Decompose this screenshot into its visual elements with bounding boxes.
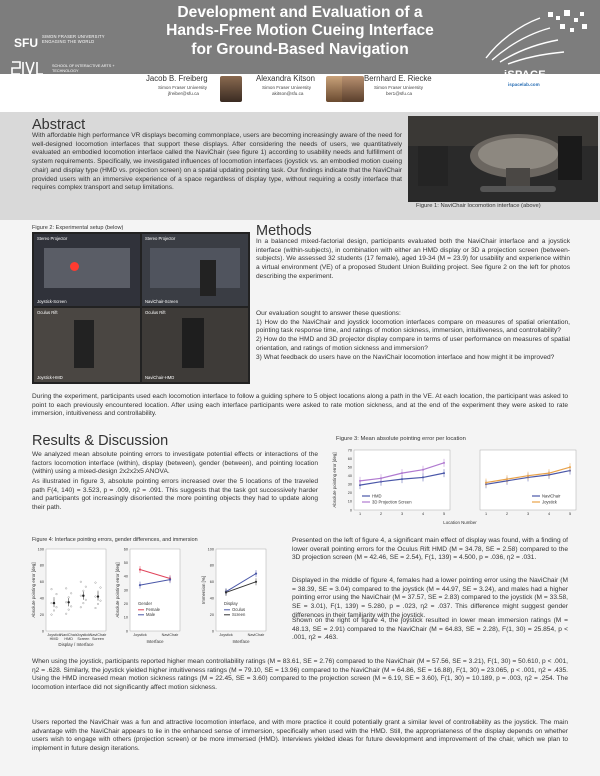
panel-navichair-hmd <box>142 308 248 382</box>
author-name: Bernhard E. Riecke <box>364 74 432 83</box>
figure-4-caption: Figure 4: Interface pointing errors, gender differences, and immersion <box>32 537 198 543</box>
x-tick-label: 5 <box>442 512 446 516</box>
y-tick-label: 40 <box>123 574 128 579</box>
data-point <box>359 480 361 482</box>
author-email: jfreiber@sfu.ca <box>168 91 199 97</box>
y-tick-label: 20 <box>123 601 128 606</box>
data-point <box>401 472 403 474</box>
mean-point <box>67 601 69 603</box>
plot-area <box>216 549 266 631</box>
y-tick-label: 30 <box>123 588 128 593</box>
title-line-3: for Ground-Based Navigation <box>191 40 409 58</box>
participant-shape <box>74 320 94 368</box>
y-tick-label: 80 <box>39 563 44 568</box>
x-tick-label: Joystick <box>76 633 91 637</box>
y-tick-label: 20 <box>209 612 214 617</box>
data-point <box>548 472 550 474</box>
x-tick-label: 1 <box>358 512 362 516</box>
navichair-illustration <box>408 116 598 202</box>
data-point <box>255 581 257 583</box>
methods-paragraph-1: In a balanced mixed-factorial design, participants evaluated both the NaviChair interface and a joystick interface (within-subjects), in combination with either an HMD display or 3D a projection screen (between-subjects). We assessed 32 students (17 female), aged 19-34 (M = 23.9) for usability and experience within a virtual environment (VE) of a proposed Student Union Building project. See figure 2 on the left for photos describing the experiment. <box>256 238 570 280</box>
mean-point <box>82 595 84 597</box>
y-tick-label: 100 <box>37 547 44 552</box>
x-axis-label: Interface <box>232 639 250 644</box>
title-line-1: Development and Evaluation of a <box>177 4 423 21</box>
x-tick-label: Screen <box>91 637 105 641</box>
x-tick-label: 5 <box>568 512 572 516</box>
y-tick-label: 10 <box>123 615 128 620</box>
results-paragraph-5: Shown on the right of figure 4, the joystick resulted in lower mean immersion ratings (M = 48.13, SE = 2.91) compared to the NaviChair (M = 64.83, SE = 2.28), F(1, 30) = 25.854, p < .001, η2 = .463. <box>292 617 568 642</box>
author-email: akitson@sfu.ca <box>272 91 304 97</box>
panel-joystick-hmd <box>34 308 140 382</box>
sivlab-logo-icon <box>10 58 50 80</box>
y-axis-label: Absolute pointing error [deg] <box>332 452 337 508</box>
questions-intro: Our evaluation sought to answer these questions: <box>256 310 401 317</box>
x-tick-label: 3 <box>400 512 404 516</box>
x-tick-label: Joystick <box>47 633 61 637</box>
x-axis-label: Display / Interface <box>58 642 94 647</box>
results-paragraph-3: Presented on the left of figure 4, a significant main effect of display was found, with a finding of lower overall pointing errors for the Oculus Rift HMD (M = 34.78, SE = 2.58) compared to the 3D projection screen (M = 42.46, SE = 2.54), F(1, 139) = 4.500, p = .036, η2 = .031. <box>292 537 568 562</box>
y-tick-label: 0 <box>349 508 352 513</box>
y-tick-label: 50 <box>347 465 352 470</box>
projection-screen-shape <box>150 248 240 288</box>
x-tick-label: NaviChair <box>60 633 78 637</box>
y-tick-label: 40 <box>209 596 214 601</box>
guiding-sphere-icon <box>70 262 79 271</box>
y-tick-label: 0 <box>211 629 214 634</box>
panel-label: NaviChair-Screen <box>145 298 179 304</box>
legend-label: Screen <box>232 612 246 617</box>
author-affiliation: Simon Fraser University <box>158 85 208 91</box>
y-tick-label: 40 <box>347 474 352 479</box>
author-freiberg <box>146 74 262 97</box>
data-point <box>569 466 571 468</box>
panel-tag: Oculus Rift <box>145 310 166 315</box>
results-paragraph-2: As illustrated in figure 3, absolute pointing errors increased over the 5 locations of the traveled path F(4, 140) = 3.523, p = .009, η2 = .091. This suggests that the task got successively harder and participants got increasingly disoriented the more pointing objects they had to update along their path. <box>32 478 318 512</box>
data-point <box>255 573 257 575</box>
avatar-freiberg <box>220 76 242 102</box>
panel-label: Joystick-Screen <box>37 298 67 304</box>
panel-label: NaviChair-HMD <box>145 374 175 380</box>
x-tick-label: Joystick <box>133 633 147 637</box>
y-tick-label: 60 <box>347 456 352 461</box>
title-line-2: Hands-Free Motion Cueing Interface <box>166 22 434 40</box>
authors <box>126 74 474 112</box>
abstract-heading: Abstract <box>32 117 86 133</box>
sfu-logo-block <box>6 8 126 108</box>
data-point <box>139 568 141 570</box>
y-tick-label: 70 <box>347 448 352 453</box>
data-point <box>401 478 403 480</box>
y-tick-label: 0 <box>125 629 128 634</box>
author-name: Alexandra Kitson <box>256 74 315 83</box>
panel-tag: Stereo Projector <box>145 236 176 241</box>
data-point <box>527 475 529 477</box>
sfu-name: SIMON FRASER UNIVERSITY ENGAGING THE WORLD <box>42 34 105 45</box>
data-point <box>422 476 424 478</box>
x-tick-label: Screen <box>77 637 90 641</box>
methods-heading: Methods <box>256 223 312 239</box>
author-affiliation: Simon Fraser University <box>374 85 424 91</box>
data-point <box>506 478 508 480</box>
y-tick-label: 60 <box>123 547 128 552</box>
results-paragraph-1: We analyzed mean absolute pointing errors to investigate potential effects or interactions of the factors locomotion interface (within), display (between), gender (between), and pointing location (within) using a mixed-design 2x2x2x5 ANOVA. <box>32 451 318 476</box>
data-point <box>380 477 382 479</box>
author-riecke <box>364 74 480 97</box>
projection-screen-shape <box>44 248 130 288</box>
panel-navichair-screen <box>142 234 248 306</box>
panel-tag: Stereo Projector <box>37 236 68 241</box>
figure-3-chart <box>330 442 580 532</box>
ispace-logo-icon <box>478 6 594 66</box>
x-tick-label: 2 <box>379 512 383 516</box>
results-paragraph-4: Displayed in the middle of figure 4, females had a lower pointing error using the NaviChair (M = 38.39, SE = 3.04) compared to the joystick (M = 44.97, SE = 3.24), and males had a higher pointing error using the NaviChair (M = 37.57, SE = 2.83) compared to the joystick (M = 33.58, SE = 3.01), F(1, 139) = 5.280, p = .023, η2 = .037. This difference might suggest gender differences in their familiarity with the joystick. <box>292 577 568 619</box>
author-name: Jacob B. Freiberg <box>146 74 208 83</box>
poster-header <box>0 0 600 112</box>
data-point <box>422 469 424 471</box>
ispace-logo-block <box>478 6 594 87</box>
results-paragraph-7: Users reported the NaviChair was a fun and attractive locomotion interface, and with more practice it could potentially grant a similar level of controllability as the joystick. The main advantage with the NaviChair appears to lie in the enhanced sense of immersion, specifically when used with the HMD. Still, the appropriateness of the display depends on whether users wish to engage with others (projection screen) or be more immersed (HMD). Interviews yielded ideas for future development and improvement of the chair, which we plan to implement in future design iterations. <box>32 719 568 753</box>
x-tick-label: 4 <box>421 512 425 516</box>
y-tick-label: 60 <box>209 580 214 585</box>
legend-title: Gender <box>138 601 152 606</box>
participant-shape <box>182 318 204 368</box>
y-axis-label: Absolute pointing error [deg] <box>115 562 120 618</box>
y-tick-label: 0 <box>41 629 44 634</box>
x-tick-label: 1 <box>484 512 488 516</box>
x-tick-label: NaviChair <box>161 633 179 637</box>
legend-label: Oculus <box>232 607 246 612</box>
figure-2-caption: Figure 2: Experimental setup (below) <box>32 225 124 231</box>
figure-3-caption: Figure 3: Mean absolute pointing error per location <box>336 436 466 442</box>
plot-area <box>130 549 180 631</box>
legend-label: HMD <box>372 493 382 499</box>
y-axis-label: Immersion [%] <box>201 575 206 605</box>
x-tick-label: 3 <box>526 512 530 516</box>
x-tick-label: 4 <box>547 512 551 516</box>
y-tick-label: 20 <box>347 491 352 496</box>
x-tick-label: HMD <box>49 637 59 641</box>
methods-paragraph-3: During the experiment, participants used each locomotion interface to follow a guiding sphere to 5 object locations along a path in the VE. At each location, the participant was asked to point to each previously encountered location. After using each interface participants were asked to rate motion sickness, and at the end of the experiment they were asked to rate immersion, intuitiveness and controllability. <box>32 393 568 418</box>
data-point <box>443 462 445 464</box>
y-tick-label: 10 <box>347 499 352 504</box>
figure-2-setup-photos <box>32 232 250 384</box>
avatar-riecke <box>342 76 364 102</box>
x-tick-label: 2 <box>505 512 509 516</box>
legend-label: Joystick <box>542 499 557 505</box>
sfu-logo: SFU <box>14 36 38 50</box>
legend-label: 3D Projection Screen <box>372 499 412 505</box>
author-affiliation: Simon Fraser University <box>262 85 312 91</box>
poster-title <box>126 4 474 59</box>
data-point <box>485 482 487 484</box>
author-email: ber1@sfu.ca <box>386 91 413 97</box>
y-tick-label: 50 <box>123 560 128 565</box>
panel-label: Joystick-HMD <box>37 374 63 380</box>
ispace-url: ispacelab.com <box>508 82 540 87</box>
sivlab-name: SCHOOL OF INTERACTIVE ARTS + TECHNOLOGY <box>52 64 115 73</box>
plot-area <box>46 549 106 631</box>
data-point <box>169 579 171 581</box>
x-axis-label: Location Number <box>443 520 477 525</box>
question-3: 3) What feedback do users have on the NaviChair locomotion interface and how might it be improved? <box>256 353 555 361</box>
ispace-brand: iSPACE <box>504 69 546 81</box>
figure-4-chart <box>30 543 282 655</box>
x-tick-label: NaviChair <box>89 633 107 637</box>
legend-label: Male <box>146 612 156 617</box>
x-axis-label: Interface <box>146 639 164 644</box>
research-questions <box>256 310 570 362</box>
y-tick-label: 80 <box>209 563 214 568</box>
data-point <box>139 584 141 586</box>
y-tick-label: 30 <box>347 482 352 487</box>
participant-shape <box>200 260 216 296</box>
data-point <box>225 591 227 593</box>
question-2: 2) How do the HMD and 3D projector display compare in terms of user performance on measures of spatial orientation, and ratings of motion sickness and immersion? <box>256 336 570 352</box>
figure-1-caption: Figure 1: NaviChair locomotion interface (above) <box>416 203 541 209</box>
figure-1-navichair-photo <box>408 116 598 202</box>
data-point <box>443 472 445 474</box>
panel-joystick-screen <box>34 234 140 306</box>
x-tick-label: NaviChair <box>247 633 265 637</box>
x-tick-label: HMD <box>64 637 73 641</box>
mean-point <box>53 602 55 604</box>
legend-title: Display <box>224 601 238 606</box>
y-axis-label: Absolute pointing error [deg] <box>31 562 36 618</box>
y-tick-label: 60 <box>39 580 44 585</box>
legend-label: NaviChair <box>542 493 561 499</box>
question-1: 1) How do the NaviChair and joystick locomotion interfaces compare on measures of spatial orientation, pointing task response time, and ratings of motion sickness, immersion, intuitiveness, and controllability? <box>256 318 570 335</box>
y-tick-label: 40 <box>39 596 44 601</box>
x-tick-label: Joystick <box>219 633 233 637</box>
results-paragraph-6: When using the joystick, participants reported higher mean controllability ratings (M = 83.61, SE = 2.76) compared to the NaviChair (M = 57.56, SE = 3.21), F(1, 30) = 50.610, p < .001, η2 = .628. Similarly, the joystick yielded higher intuitiveness ratings (M = 79.10, SE = 13.96) compared to the NaviChair (M = 64.86, SE = 16.88), F(1, 30) = 23.065, p < .001, η2 = .435. Using the HMD increased mean motion sickness ratings (M = 22.45, SE = 3.60) compared to the projection screen (M = 6.19, SE = 3.60), F(1, 30) = 10.189, p = .003, η2 = .254. The locomotion interface did not significantly affect motion sickness. <box>32 658 568 692</box>
results-heading: Results & Discussion <box>32 433 169 449</box>
y-tick-label: 20 <box>39 612 44 617</box>
abstract-text: With affordable high performance VR displays becoming commonplace, users are becoming increasingly aware of the need for well-designed locomotion interfaces that support these displays. After considering the needs of users, we quantitatively evaluated an embodied locomotion interface called the NaviChair (see figure 1) according to usability needs and fulfillment of system requirements. Specifically, we investigated influences of locomotion interfaces (joystick vs. an embodied motion cueing chair) and display type (HMD vs. projection screen) on a spatial updating pointing task. Our findings indicate that the NaviChair provided users with an immersive experience of a space regardless of display type, without requiring a costly interface that requires complex transport and setup limitations. <box>32 132 402 192</box>
mean-point <box>97 595 99 597</box>
y-tick-label: 100 <box>207 547 214 552</box>
panel-tag: Oculus Rift <box>37 310 58 315</box>
legend-label: Female <box>146 607 160 612</box>
